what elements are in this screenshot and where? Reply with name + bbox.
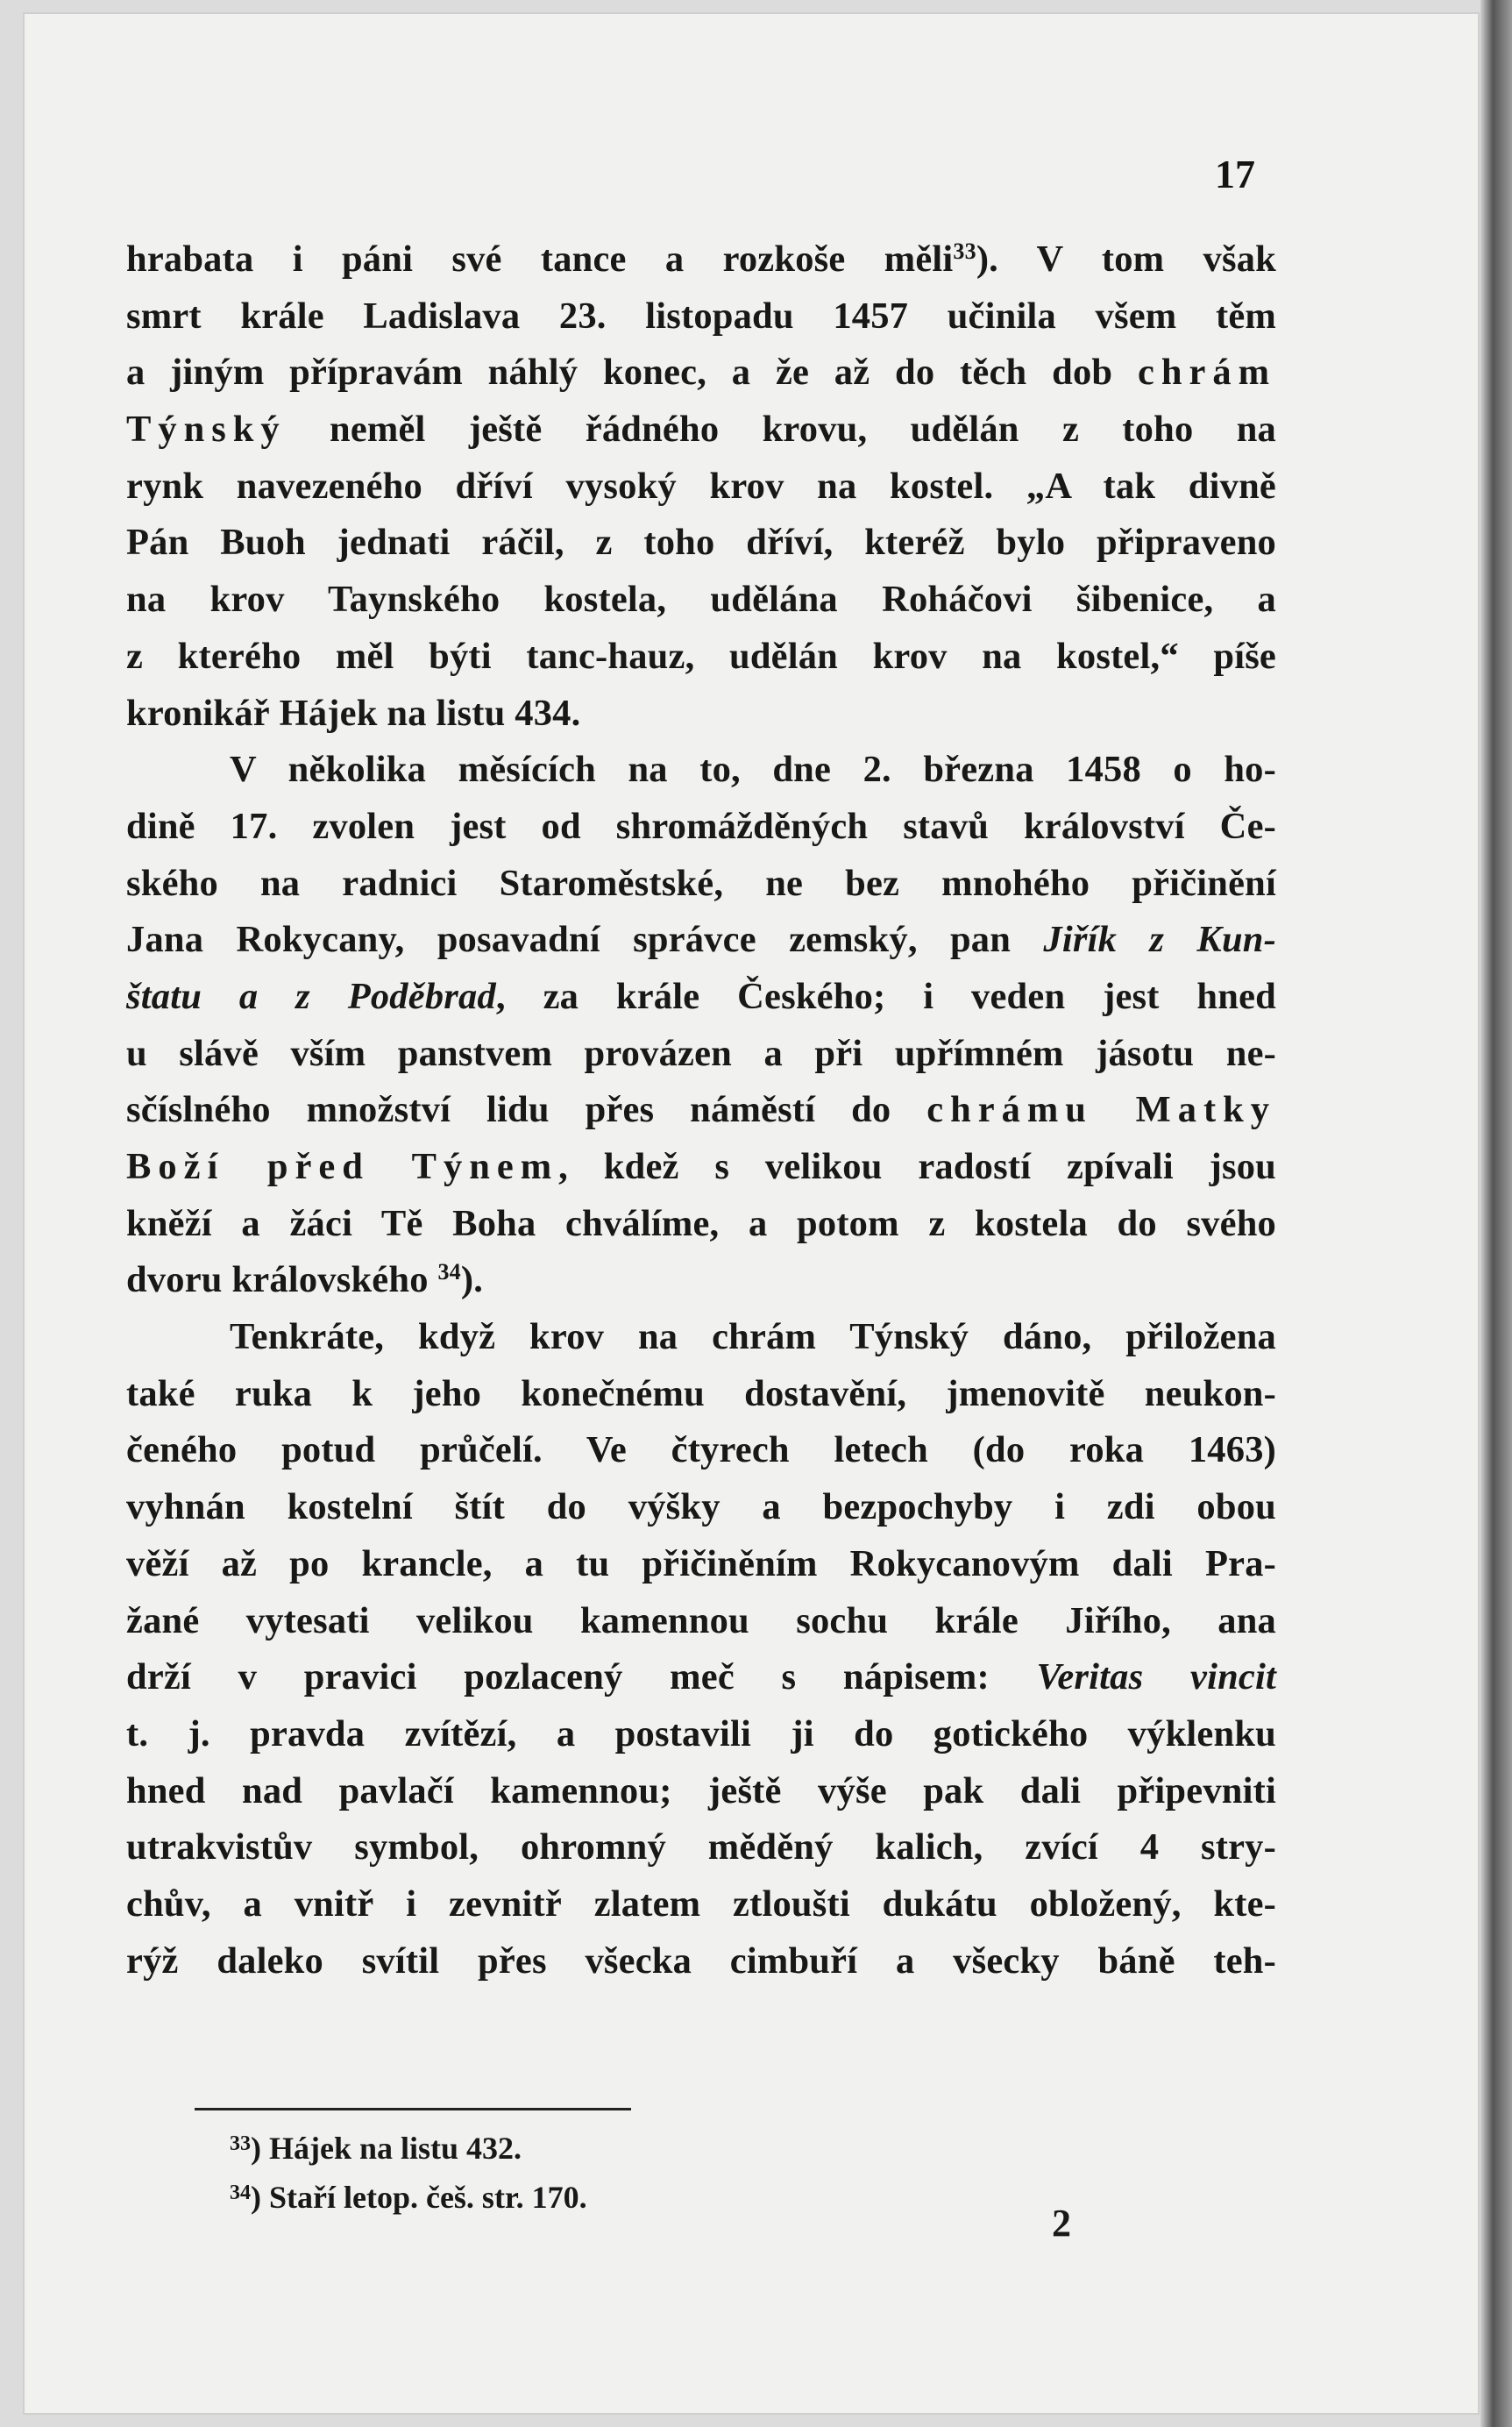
footnote-ref: 33 [953, 238, 976, 264]
text-line: hned nad pavlačí kamennou; ještě výše pak dali připevniti [126, 1769, 1276, 1811]
footnote: $^{33}$) Hájek na listu 432. [230, 2131, 522, 2166]
text-line: věží až po krancle, a tu přičiněním Rokycanovým dali Pra- [126, 1542, 1276, 1584]
text-line: Tenkráte, když krov na chrám Týnský dáno, přiložena [230, 1316, 1276, 1358]
text-line: kněží a žáci Tě Boha chválíme, a potom z kostela do svého [126, 1202, 1276, 1244]
page-number: 17 [1215, 152, 1255, 196]
page-edge [1480, 0, 1512, 2427]
text-line: vyhnán kostelní štít do výšky a bezpochyby i zdi obou [126, 1486, 1276, 1528]
text-line: smrt krále Ladislava 23. listopadu 1457 učinila všem těm [126, 295, 1276, 337]
text-line: dině 17. zvolen jest od shromážděných stavů království Če- [126, 805, 1276, 847]
text-line: Jana Rokycany, posavadní správce zemský, pan Jiřík z Kun- [126, 919, 1276, 961]
text-line: Pán Buoh jednati ráčil, z toho dříví, kteréž bylo připraveno [126, 522, 1276, 564]
text-line: u slávě vším panstvem provázen a při upřímném jásotu ne- [126, 1032, 1276, 1074]
text-line: dvoru královského $^{34}$). [126, 1259, 484, 1301]
text-line: utrakvistův symbol, ohromný měděný kalich, zvící 4 stry- [126, 1826, 1276, 1868]
text-line: čeného potud průčelí. Ve čtyrech letech (do roka 1463) [126, 1429, 1276, 1471]
book-page [23, 12, 1480, 2415]
text-line: štatu a z Poděbrad, za krále Českého; i veden jest hned [126, 975, 1277, 1017]
text-line: také ruka k jeho konečnému dostavění, jmenovitě neukon- [126, 1372, 1276, 1414]
text-line: Boží před Týnem, kdež s velikou radostí zpívali jsou [126, 1146, 1276, 1187]
signature-mark: 2 [1052, 2202, 1071, 2245]
text-line: a jiným přípravám náhlý konec, a že až do těch dob chrám [126, 352, 1276, 394]
text-line: rýž daleko svítil přes všecka cimbuří a všecky báně teh- [126, 1939, 1276, 1982]
footnotes [230, 2124, 587, 2222]
footnote-ref: 34 [437, 1259, 461, 1285]
text-line: hrabata i páni své tance a rozkoše měli$^{33}$). V tom však [126, 238, 1276, 280]
text-line: ského na radnici Staroměstské, ne bez mnohého přičinění [126, 862, 1276, 904]
text-line: Týnský neměl ještě řádného krovu, udělán z toho na [126, 409, 1276, 451]
body-text [126, 231, 1276, 1989]
text-line: drží v pravici pozlacený meč s nápisem: Veritas vincit [126, 1656, 1276, 1698]
footnote-divider [195, 2108, 631, 2110]
footnote: $^{34}$) Staří letop. češ. str. 170. [230, 2180, 587, 2215]
text-line: žané vytesati velikou kamennou sochu krále Jiřího, ana [126, 1599, 1276, 1641]
text-line: sčíslného množství lidu přes náměstí do chrámu Matky [126, 1089, 1276, 1131]
text-line: t. j. pravda zvítězí, a postavili ji do gotického výklenku [126, 1712, 1276, 1754]
text-line: kronikář Hájek na listu 434. [126, 692, 581, 734]
text-line: na krov Taynského kostela, udělána Roháčovi šibenice, a [126, 579, 1276, 621]
text-line: z kterého měl býti tanc-hauz, udělán krov na kostel,“ píše [126, 635, 1276, 677]
text-line: rynk navezeného dříví vysoký krov na kostel. „A tak divně [126, 465, 1276, 507]
text-line: chův, a vnitř i zevnitř zlatem ztloušti dukátu obložený, kte- [126, 1883, 1276, 1925]
text-line: V několika měsících na to, dne 2. března 1458 o ho- [230, 749, 1276, 791]
